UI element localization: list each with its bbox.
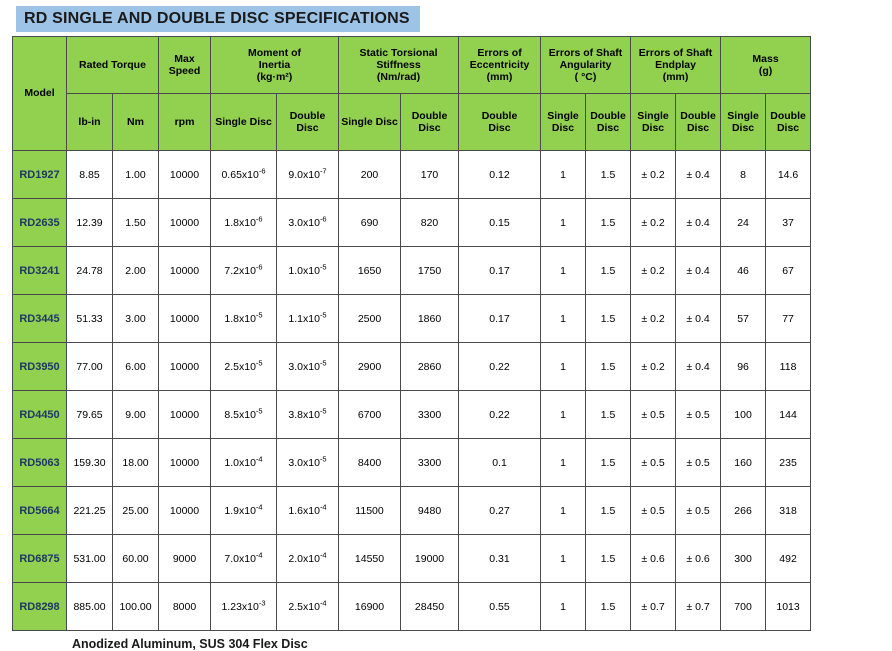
endplay-double-cell: ± 0.4	[676, 151, 721, 199]
eccentricity-cell: 0.22	[459, 391, 541, 439]
inertia-double-cell-exponent: -5	[319, 454, 327, 463]
inertia-double-cell	[277, 583, 339, 631]
rated-torque-lbin-cell: 12.39	[67, 199, 113, 247]
endplay-single-cell: ± 0.5	[631, 487, 676, 535]
endplay-single-cell: ± 0.2	[631, 295, 676, 343]
inertia-single-cell	[211, 439, 277, 487]
max-speed-cell: 10000	[159, 295, 211, 343]
stiffness-double-cell: 3300	[401, 439, 459, 487]
inertia-single-cell	[211, 487, 277, 535]
inertia-single-cell-mantissa: 1.8x10	[224, 312, 256, 325]
mass-single-cell: 8	[721, 151, 766, 199]
angularity-double-cell: 1.5	[586, 343, 631, 391]
mass-double-cell: 118	[766, 343, 811, 391]
angularity-single-cell: 1	[541, 439, 586, 487]
angularity-double-cell: 1.5	[586, 199, 631, 247]
max-speed-cell: 9000	[159, 535, 211, 583]
eccentricity-cell: 0.22	[459, 343, 541, 391]
mass-single-cell: 57	[721, 295, 766, 343]
inertia-single-cell	[211, 343, 277, 391]
max-speed-cell: 10000	[159, 247, 211, 295]
col-max-speed-rpm: rpm	[159, 94, 211, 151]
col-group-max-speed: Max Speed	[159, 37, 211, 94]
endplay-single-cell: ± 0.2	[631, 247, 676, 295]
col-rated-torque-nm: Nm	[113, 94, 159, 151]
eccentricity-cell: 0.17	[459, 295, 541, 343]
inertia-single-cell-exponent: -5	[255, 358, 263, 367]
rated-torque-nm-cell: 25.00	[113, 487, 159, 535]
angularity-single-cell: 1	[541, 535, 586, 583]
col-stiffness-double-disc: Double Disc	[401, 94, 459, 151]
table-row	[13, 391, 885, 439]
angularity-double-cell: 1.5	[586, 535, 631, 583]
rated-torque-nm-cell: 18.00	[113, 439, 159, 487]
table-row	[13, 295, 885, 343]
model-cell: RD1927	[13, 151, 67, 199]
angularity-single-cell: 1	[541, 391, 586, 439]
stiffness-single-cell: 200	[339, 151, 401, 199]
mass-single-cell: 160	[721, 439, 766, 487]
stiffness-single-cell: 2900	[339, 343, 401, 391]
inertia-double-cell-exponent: -4	[319, 598, 327, 607]
angularity-single-cell: 1	[541, 487, 586, 535]
rated-torque-nm-cell: 60.00	[113, 535, 159, 583]
stiffness-double-cell: 1860	[401, 295, 459, 343]
inertia-single-cell-exponent: -4	[255, 454, 263, 463]
inertia-double-cell	[277, 343, 339, 391]
endplay-double-cell: ± 0.7	[676, 583, 721, 631]
rated-torque-lbin-cell: 51.33	[67, 295, 113, 343]
inertia-single-cell	[211, 583, 277, 631]
inertia-double-cell-mantissa: 1.6x10	[288, 504, 320, 517]
rated-torque-lbin-cell: 79.65	[67, 391, 113, 439]
mass-single-cell: 46	[721, 247, 766, 295]
endplay-double-cell: ± 0.5	[676, 487, 721, 535]
table-group-header-row	[13, 37, 885, 94]
mass-double-cell: 77	[766, 295, 811, 343]
stiffness-double-cell: 28450	[401, 583, 459, 631]
rated-torque-nm-cell: 9.00	[113, 391, 159, 439]
max-speed-cell: 10000	[159, 151, 211, 199]
eccentricity-cell: 0.31	[459, 535, 541, 583]
inertia-double-cell-exponent: -6	[319, 214, 327, 223]
inertia-single-cell-mantissa: 7.0x10	[224, 552, 256, 565]
inertia-double-cell-exponent: -5	[319, 406, 327, 415]
col-group-model: Model	[13, 37, 67, 151]
stiffness-single-cell: 14550	[339, 535, 401, 583]
inertia-single-cell-mantissa: 1.0x10	[224, 456, 256, 469]
stiffness-single-cell: 16900	[339, 583, 401, 631]
inertia-single-cell-mantissa: 0.65x10	[221, 168, 259, 181]
inertia-double-cell-exponent: -5	[319, 358, 327, 367]
endplay-double-cell: ± 0.5	[676, 391, 721, 439]
stiffness-single-cell: 2500	[339, 295, 401, 343]
inertia-single-cell-mantissa: 2.5x10	[224, 360, 256, 373]
angularity-double-cell: 1.5	[586, 487, 631, 535]
stiffness-single-cell: 1650	[339, 247, 401, 295]
specifications-table	[12, 36, 885, 631]
inertia-single-cell-mantissa: 1.9x10	[224, 504, 256, 517]
inertia-single-cell-mantissa: 7.2x10	[224, 264, 256, 277]
table-row	[13, 343, 885, 391]
max-speed-cell: 10000	[159, 199, 211, 247]
table-row	[13, 583, 885, 631]
rated-torque-lbin-cell: 221.25	[67, 487, 113, 535]
inertia-double-cell	[277, 199, 339, 247]
model-cell: RD3241	[13, 247, 67, 295]
endplay-double-cell: ± 0.4	[676, 247, 721, 295]
table-row	[13, 439, 885, 487]
col-endplay-double-disc: Double Disc	[676, 94, 721, 151]
inertia-double-cell-mantissa: 3.0x10	[288, 216, 320, 229]
angularity-double-cell: 1.5	[586, 583, 631, 631]
mass-double-cell: 67	[766, 247, 811, 295]
mass-double-cell: 14.6	[766, 151, 811, 199]
endplay-single-cell: ± 0.7	[631, 583, 676, 631]
endplay-single-cell: ± 0.2	[631, 151, 676, 199]
angularity-single-cell: 1	[541, 343, 586, 391]
inertia-single-cell-exponent: -4	[255, 550, 263, 559]
angularity-double-cell: 1.5	[586, 391, 631, 439]
table-body	[13, 151, 885, 631]
inertia-double-cell	[277, 295, 339, 343]
inertia-double-cell-mantissa: 3.8x10	[288, 408, 320, 421]
inertia-double-cell-mantissa: 1.1x10	[288, 312, 320, 325]
inertia-single-cell-exponent: -4	[255, 502, 263, 511]
angularity-double-cell: 1.5	[586, 439, 631, 487]
rated-torque-lbin-cell: 77.00	[67, 343, 113, 391]
model-cell: RD5063	[13, 439, 67, 487]
inertia-double-cell-exponent: -5	[319, 310, 327, 319]
max-speed-cell: 10000	[159, 487, 211, 535]
eccentricity-cell: 0.55	[459, 583, 541, 631]
col-endplay-single-disc: Single Disc	[631, 94, 676, 151]
mass-single-cell: 266	[721, 487, 766, 535]
inertia-double-cell-exponent: -5	[319, 262, 327, 271]
model-cell: RD3445	[13, 295, 67, 343]
stiffness-single-cell: 8400	[339, 439, 401, 487]
eccentricity-cell: 0.17	[459, 247, 541, 295]
stiffness-single-cell: 690	[339, 199, 401, 247]
max-speed-cell: 8000	[159, 583, 211, 631]
inertia-double-cell-exponent: -4	[319, 502, 327, 511]
stiffness-double-cell: 9480	[401, 487, 459, 535]
col-stiffness-single-disc: Single Disc	[339, 94, 401, 151]
endplay-double-cell: ± 0.4	[676, 343, 721, 391]
endplay-single-cell: ± 0.5	[631, 439, 676, 487]
inertia-single-cell-exponent: -6	[255, 214, 263, 223]
inertia-single-cell-exponent: -5	[255, 406, 263, 415]
endplay-double-cell: ± 0.5	[676, 439, 721, 487]
inertia-single-cell	[211, 247, 277, 295]
col-group-moment-of-inertia: Moment of Inertia (kg·m²)	[211, 37, 339, 94]
inertia-single-cell	[211, 391, 277, 439]
angularity-single-cell: 1	[541, 247, 586, 295]
inertia-double-cell	[277, 535, 339, 583]
model-cell: RD3950	[13, 343, 67, 391]
endplay-double-cell: ± 0.6	[676, 535, 721, 583]
endplay-single-cell: ± 0.2	[631, 343, 676, 391]
col-angularity-single-disc: Single Disc	[541, 94, 586, 151]
max-speed-cell: 10000	[159, 439, 211, 487]
col-group-mass: Mass (g)	[721, 37, 811, 94]
inertia-double-cell-mantissa: 2.0x10	[288, 552, 320, 565]
mass-single-cell: 96	[721, 343, 766, 391]
inertia-double-cell-exponent: -7	[319, 166, 327, 175]
table-row	[13, 151, 885, 199]
stiffness-single-cell: 11500	[339, 487, 401, 535]
stiffness-double-cell: 1750	[401, 247, 459, 295]
col-group-rated-torque: Rated Torque	[67, 37, 159, 94]
rated-torque-nm-cell: 2.00	[113, 247, 159, 295]
col-mass-single-disc: Single Disc	[721, 94, 766, 151]
mass-double-cell: 37	[766, 199, 811, 247]
angularity-double-cell: 1.5	[586, 295, 631, 343]
inertia-single-cell-exponent: -3	[258, 598, 266, 607]
inertia-single-cell	[211, 535, 277, 583]
stiffness-single-cell: 6700	[339, 391, 401, 439]
col-group-static-torsional-stiffness: Static Torsional Stiffness (Nm/rad)	[339, 37, 459, 94]
eccentricity-cell: 0.12	[459, 151, 541, 199]
rated-torque-lbin-cell: 24.78	[67, 247, 113, 295]
model-cell: RD8298	[13, 583, 67, 631]
eccentricity-cell: 0.27	[459, 487, 541, 535]
angularity-double-cell: 1.5	[586, 247, 631, 295]
inertia-double-cell-mantissa: 1.0x10	[288, 264, 320, 277]
rated-torque-nm-cell: 1.50	[113, 199, 159, 247]
inertia-double-cell-mantissa: 3.0x10	[288, 456, 320, 469]
endplay-double-cell: ± 0.4	[676, 295, 721, 343]
inertia-single-cell-mantissa: 1.8x10	[224, 216, 256, 229]
table-sub-header-row	[13, 94, 885, 151]
mass-double-cell: 144	[766, 391, 811, 439]
col-angularity-double-disc: Double Disc	[586, 94, 631, 151]
endplay-double-cell: ± 0.4	[676, 199, 721, 247]
eccentricity-cell: 0.15	[459, 199, 541, 247]
mass-single-cell: 300	[721, 535, 766, 583]
mass-double-cell: 492	[766, 535, 811, 583]
angularity-double-cell: 1.5	[586, 151, 631, 199]
angularity-single-cell: 1	[541, 295, 586, 343]
col-group-errors-of-eccentricity: Errors of Eccentricity (mm)	[459, 37, 541, 94]
stiffness-double-cell: 170	[401, 151, 459, 199]
mass-double-cell: 235	[766, 439, 811, 487]
inertia-double-cell	[277, 487, 339, 535]
inertia-double-cell	[277, 439, 339, 487]
inertia-single-cell-mantissa: 1.23x10	[221, 600, 259, 613]
inertia-double-cell	[277, 391, 339, 439]
model-cell: RD6875	[13, 535, 67, 583]
inertia-double-cell-mantissa: 3.0x10	[288, 360, 320, 373]
page-title: RD SINGLE AND DOUBLE DISC SPECIFICATIONS	[16, 6, 420, 32]
model-cell: RD5664	[13, 487, 67, 535]
col-group-errors-of-shaft-endplay: Errors of Shaft Endplay (mm)	[631, 37, 721, 94]
rated-torque-nm-cell: 1.00	[113, 151, 159, 199]
table-row	[13, 487, 885, 535]
inertia-double-cell	[277, 151, 339, 199]
mass-double-cell: 1013	[766, 583, 811, 631]
angularity-single-cell: 1	[541, 583, 586, 631]
endplay-single-cell: ± 0.5	[631, 391, 676, 439]
inertia-single-cell	[211, 295, 277, 343]
stiffness-double-cell: 3300	[401, 391, 459, 439]
col-inertia-single-disc: Single Disc	[211, 94, 277, 151]
inertia-single-cell-mantissa: 8.5x10	[224, 408, 256, 421]
model-cell: RD2635	[13, 199, 67, 247]
col-mass-double-disc: Double Disc	[766, 94, 811, 151]
angularity-single-cell: 1	[541, 151, 586, 199]
col-inertia-double-disc: Double Disc	[277, 94, 339, 151]
col-group-errors-of-shaft-angularity: Errors of Shaft Angularity ( °C)	[541, 37, 631, 94]
rated-torque-lbin-cell: 531.00	[67, 535, 113, 583]
mass-single-cell: 100	[721, 391, 766, 439]
rated-torque-nm-cell: 100.00	[113, 583, 159, 631]
stiffness-double-cell: 19000	[401, 535, 459, 583]
table-row	[13, 247, 885, 295]
inertia-double-cell-mantissa: 2.5x10	[288, 600, 320, 613]
inertia-double-cell-exponent: -4	[319, 550, 327, 559]
col-rated-torque-lbin: lb-in	[67, 94, 113, 151]
mass-single-cell: 700	[721, 583, 766, 631]
model-cell: RD4450	[13, 391, 67, 439]
inertia-single-cell-exponent: -6	[255, 262, 263, 271]
angularity-single-cell: 1	[541, 199, 586, 247]
material-note: Anodized Aluminum, SUS 304 Flex Disc	[72, 637, 308, 651]
mass-double-cell: 318	[766, 487, 811, 535]
inertia-single-cell	[211, 199, 277, 247]
rated-torque-lbin-cell: 159.30	[67, 439, 113, 487]
max-speed-cell: 10000	[159, 391, 211, 439]
rated-torque-nm-cell: 3.00	[113, 295, 159, 343]
inertia-double-cell-mantissa: 9.0x10	[288, 168, 320, 181]
eccentricity-cell: 0.1	[459, 439, 541, 487]
col-eccentricity-double-disc: Double Disc	[459, 94, 541, 151]
table-header	[13, 37, 885, 151]
stiffness-double-cell: 2860	[401, 343, 459, 391]
rated-torque-nm-cell: 6.00	[113, 343, 159, 391]
inertia-double-cell	[277, 247, 339, 295]
rated-torque-lbin-cell: 885.00	[67, 583, 113, 631]
table-row	[13, 199, 885, 247]
mass-single-cell: 24	[721, 199, 766, 247]
stiffness-double-cell: 820	[401, 199, 459, 247]
inertia-single-cell-exponent: -5	[255, 310, 263, 319]
endplay-single-cell: ± 0.6	[631, 535, 676, 583]
table-row	[13, 535, 885, 583]
endplay-single-cell: ± 0.2	[631, 199, 676, 247]
inertia-single-cell-exponent: -6	[258, 166, 266, 175]
rated-torque-lbin-cell: 8.85	[67, 151, 113, 199]
max-speed-cell: 10000	[159, 343, 211, 391]
inertia-single-cell	[211, 151, 277, 199]
